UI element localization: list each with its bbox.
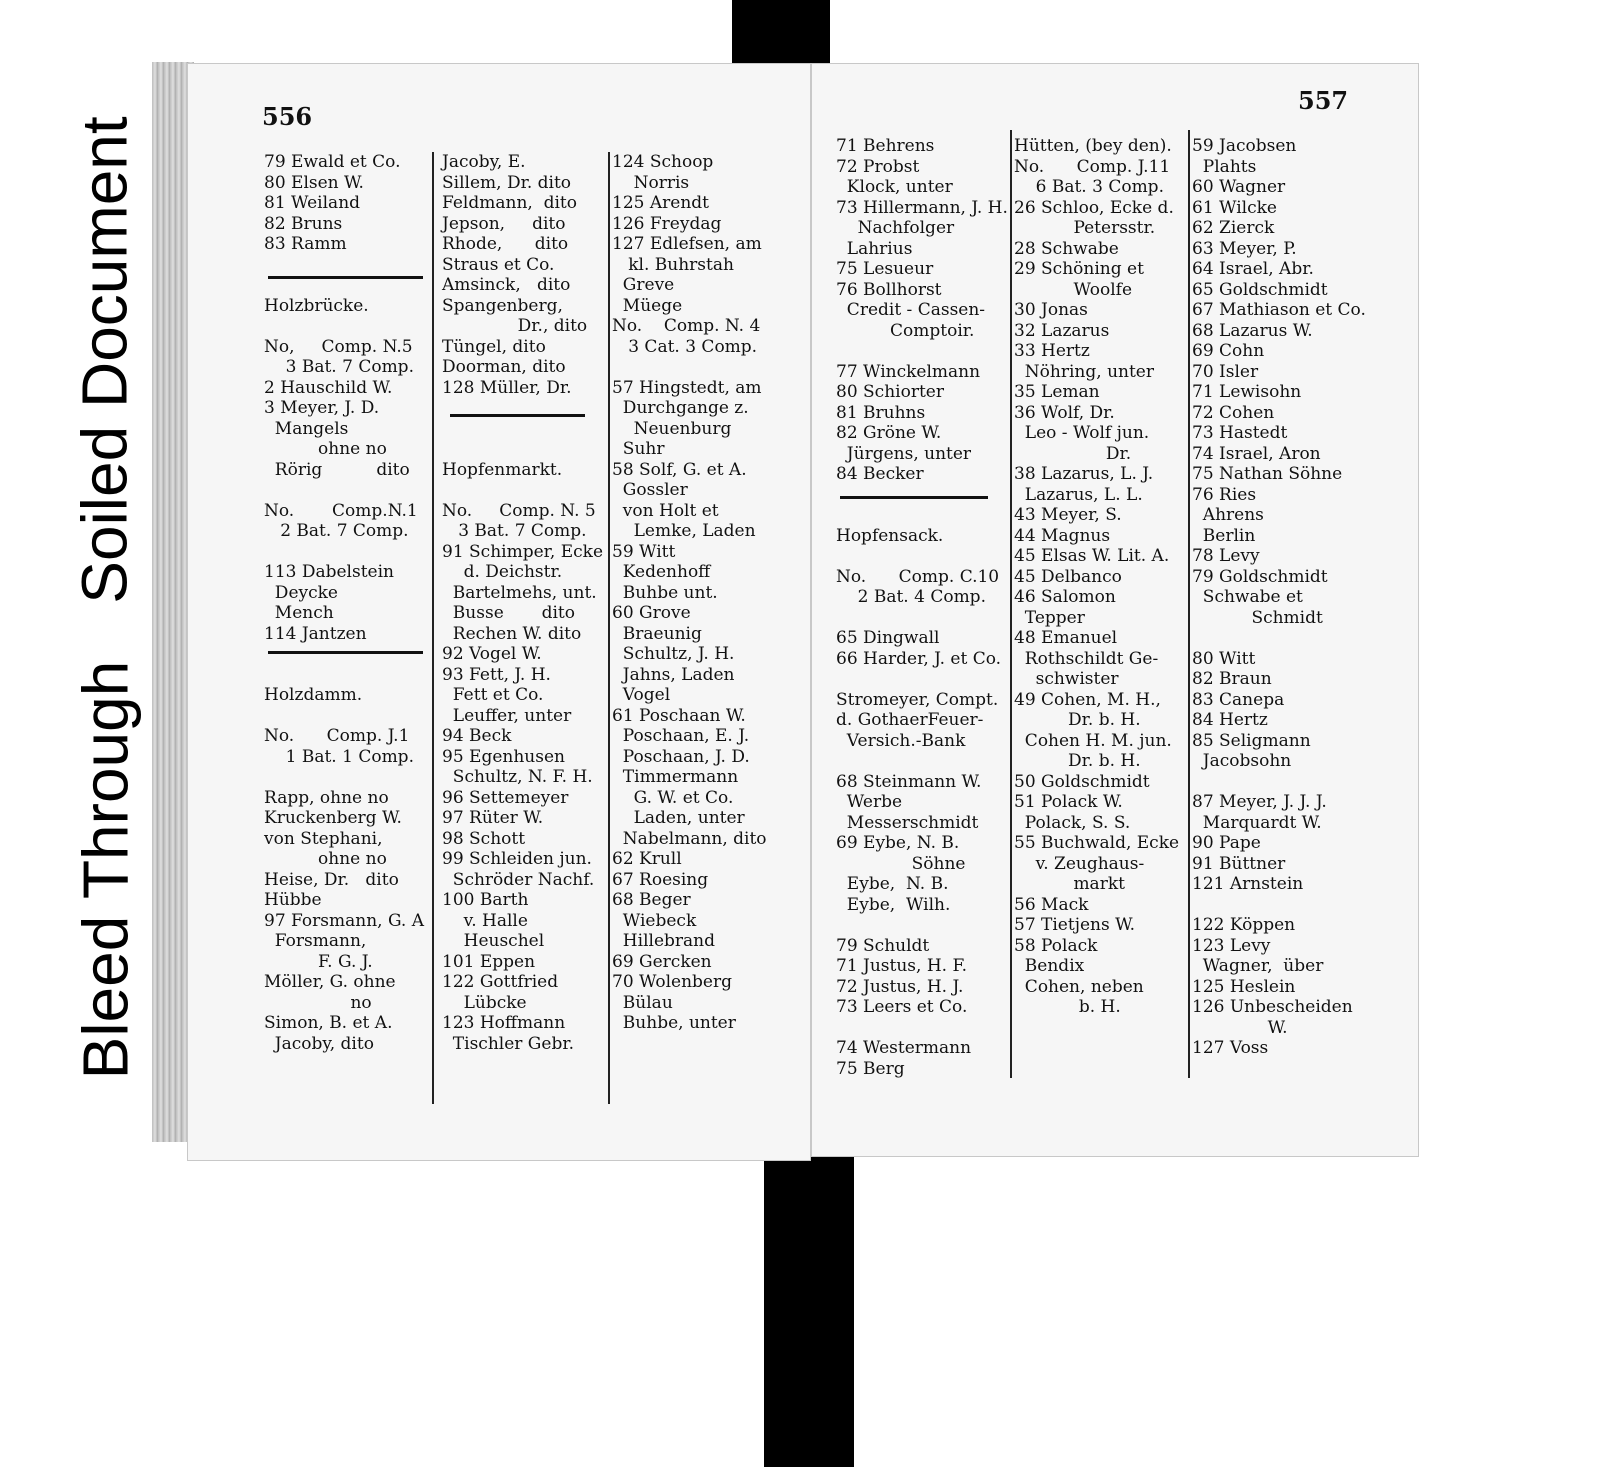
- right-column-2: [1014, 136, 1186, 1018]
- entry-line: 80 Witt: [1192, 648, 1256, 669]
- right-divider-2: [1188, 130, 1190, 1078]
- entry-line: Schwabe et: [1192, 587, 1303, 607]
- entry-line: 81 Bruhns: [836, 402, 926, 423]
- entry-line: Rechen W. dito: [442, 623, 582, 644]
- entry-line: [1192, 772, 1370, 793]
- entry-line: Hopfensack.: [836, 525, 944, 546]
- entry-line: schwister: [1014, 669, 1119, 689]
- entry-line: 128 Müller, Dr.: [442, 377, 572, 398]
- entry-line: 75 Lesueur: [836, 259, 934, 279]
- entry-line: [442, 480, 607, 501]
- entry-line: 123 Levy: [1192, 935, 1271, 956]
- entry-line: 76 Bollhorst: [836, 279, 942, 300]
- entry-line: Vogel: [612, 685, 671, 705]
- entry-line: 3 Cat. 3 Comp.: [612, 336, 758, 357]
- entry-line: 125 Arendt: [612, 193, 709, 213]
- entry-line: 83 Canepa: [1192, 689, 1285, 710]
- entry-line: [836, 915, 1008, 936]
- entry-line: Tüngel, dito: [442, 336, 546, 357]
- entry-line: 99 Schleiden jun.: [442, 849, 592, 869]
- section-rule: [840, 496, 988, 499]
- entry-line: Söhne: [836, 853, 966, 874]
- entry-line: Hütten, (bey den).: [1014, 136, 1172, 156]
- entry-line: ohne no: [264, 439, 387, 459]
- entry-line: [836, 751, 1008, 772]
- entry-line: Schmidt: [1192, 607, 1323, 628]
- entry-line: Hopfenmarkt.: [442, 459, 563, 480]
- entry-line: 63 Meyer, P.: [1192, 238, 1297, 259]
- entry-line: 57 Hingstedt, am: [612, 377, 762, 398]
- entry-line: 78 Levy: [1192, 546, 1260, 566]
- entry-line: Jahns, Laden: [612, 664, 735, 685]
- entry-line: 75 Berg: [836, 1058, 905, 1079]
- entry-line: 67 Mathiason et Co.: [1192, 300, 1366, 320]
- entry-line: 79 Goldschmidt: [1192, 566, 1328, 587]
- entry-line: 126 Unbescheiden: [1192, 997, 1353, 1017]
- entry-line: v. Halle: [442, 910, 528, 931]
- entry-line: 43 Meyer, S.: [1014, 505, 1122, 525]
- entry-line: [836, 608, 1008, 629]
- entry-line: Straus et Co.: [442, 254, 555, 275]
- entry-line: 87 Meyer, J. J. J.: [1192, 792, 1327, 812]
- right-page-number: 557: [1298, 86, 1349, 115]
- section-rule: [450, 414, 585, 417]
- entry-line: Mangels: [264, 418, 349, 439]
- entry-line: [836, 485, 1008, 506]
- entry-line: 69 Cohn: [1192, 341, 1265, 361]
- entry-line: Messerschmidt: [836, 812, 979, 833]
- spine-bar-top: [732, 0, 830, 72]
- entry-line: [264, 706, 429, 727]
- entry-line: [264, 767, 429, 788]
- entry-line: 44 Magnus: [1014, 525, 1111, 546]
- entry-line: 69 Gercken: [612, 951, 712, 972]
- entry-line: 26 Schloo, Ecke d.: [1014, 197, 1174, 218]
- left-column-3: [612, 152, 792, 1034]
- entry-line: Buhbe unt.: [612, 582, 718, 603]
- entry-line: [442, 439, 607, 460]
- entry-line: Nabelmann, dito: [612, 828, 767, 849]
- entry-line: no: [264, 992, 372, 1013]
- entry-line: Poschaan, E. J.: [612, 726, 750, 746]
- right-column-1: [836, 136, 1008, 1079]
- entry-line: 49 Cohen, M. H.,: [1014, 689, 1161, 710]
- entry-line: Bartelmehs, unt.: [442, 582, 597, 603]
- entry-line: Lahrius: [836, 238, 913, 259]
- entry-line: Comptoir.: [836, 320, 975, 341]
- entry-line: 2 Hauschild W.: [264, 377, 393, 398]
- entry-line: 68 Beger: [612, 890, 691, 910]
- entry-line: Rörig dito: [264, 459, 410, 480]
- entry-line: 1 Bat. 1 Comp.: [264, 746, 414, 767]
- entry-line: 71 Behrens: [836, 136, 935, 156]
- entry-line: Schultz, N. F. H.: [442, 767, 593, 787]
- entry-line: [1192, 895, 1370, 916]
- entry-line: Lübcke: [442, 992, 527, 1013]
- entry-line: Amsinck, dito: [442, 275, 571, 295]
- entry-line: Heuschel: [442, 931, 545, 951]
- entry-line: Holzbrücke.: [264, 295, 369, 316]
- entry-line: 64 Israel, Abr.: [1192, 259, 1314, 279]
- entry-line: d. Deichstr.: [442, 562, 563, 582]
- entry-line: Eybe, N. B.: [836, 874, 949, 894]
- section-rule: [268, 651, 423, 654]
- entry-line: 91 Schimper, Ecke: [442, 541, 604, 562]
- entry-line: 70 Wolenberg: [612, 972, 732, 992]
- entry-line: Marquardt W.: [1192, 812, 1322, 833]
- entry-line: 93 Fett, J. H.: [442, 664, 551, 685]
- entry-line: [836, 546, 1008, 567]
- entry-line: Holzdamm.: [264, 685, 363, 705]
- entry-line: 74 Israel, Aron: [1192, 443, 1321, 464]
- entry-line: Rothschildt Ge-: [1014, 648, 1159, 669]
- entry-line: v. Zeughaus-: [1014, 853, 1145, 874]
- entry-line: 75 Nathan Söhne: [1192, 464, 1343, 484]
- entry-line: Timmermann: [612, 767, 739, 787]
- entry-line: 3 Bat. 7 Comp.: [442, 521, 587, 541]
- entry-line: Wiebeck: [612, 910, 697, 931]
- entry-line: 3 Bat. 7 Comp.: [264, 357, 414, 377]
- entry-line: b. H.: [1014, 997, 1121, 1017]
- entry-line: 2 Bat. 4 Comp.: [836, 587, 986, 607]
- entry-line: [264, 644, 429, 665]
- entry-line: Dr., dito: [442, 316, 588, 336]
- entry-line: 36 Wolf, Dr.: [1014, 402, 1115, 423]
- entry-line: Möller, G. ohne: [264, 972, 396, 992]
- entry-line: Berlin: [1192, 525, 1256, 546]
- entry-line: Eybe, Wilh.: [836, 894, 951, 915]
- left-column-1: [264, 152, 429, 1054]
- entry-line: 91 Büttner: [1192, 853, 1286, 874]
- entry-line: Bülau: [612, 992, 673, 1013]
- entry-line: 56 Mack: [1014, 894, 1089, 915]
- entry-line: 76 Ries: [1192, 484, 1257, 505]
- entry-line: 97 Forsmann, G. A: [264, 910, 425, 931]
- entry-line: Petersstr.: [1014, 218, 1156, 238]
- entry-line: 97 Rüter W.: [442, 808, 544, 828]
- entry-line: No. Comp.N.1: [264, 500, 418, 521]
- entry-line: markt: [1014, 874, 1125, 894]
- entry-line: Hübbe: [264, 890, 322, 910]
- entry-line: 71 Lewisohn: [1192, 382, 1302, 402]
- entry-line: Jürgens, unter: [836, 443, 972, 464]
- entry-line: [836, 505, 1008, 526]
- entry-line: Dr. b. H.: [1014, 751, 1141, 771]
- entry-line: 33 Hertz: [1014, 341, 1090, 361]
- bleed-through-label: Bleed Through: [69, 660, 141, 1080]
- entry-line: Müege: [612, 295, 683, 316]
- entry-line: 82 Bruns: [264, 213, 343, 234]
- entry-line: Versich.-Bank: [836, 730, 966, 751]
- entry-line: 124 Schoop: [612, 152, 714, 172]
- entry-line: Bendix: [1014, 956, 1085, 976]
- entry-line: Jepson, dito: [442, 213, 566, 234]
- entry-line: 55 Buchwald, Ecke: [1014, 833, 1180, 853]
- entry-line: Cohen, neben: [1014, 976, 1144, 997]
- entry-line: 79 Schuldt: [836, 935, 930, 956]
- entry-line: Feldmann, dito: [442, 193, 577, 213]
- entry-line: Durchgange z.: [612, 398, 749, 418]
- left-divider-2: [608, 152, 610, 1104]
- entry-line: 96 Settemeyer: [442, 787, 569, 808]
- entry-line: Heise, Dr. dito: [264, 869, 399, 890]
- entry-line: Jacoby, E.: [442, 152, 526, 172]
- entry-line: Doorman, dito: [442, 357, 566, 377]
- entry-line: 121 Arnstein: [1192, 874, 1304, 894]
- entry-line: [612, 357, 792, 378]
- entry-line: 77 Winckelmann: [836, 361, 981, 382]
- entry-line: Simon, B. et A.: [264, 1013, 393, 1033]
- entry-line: 57 Tietjens W.: [1014, 915, 1136, 935]
- entry-line: kl. Buhrstah: [612, 254, 734, 275]
- entry-line: Wagner, über: [1192, 956, 1324, 976]
- entry-line: 82 Braun: [1192, 669, 1272, 689]
- entry-line: 60 Grove: [612, 603, 691, 623]
- entry-line: Laden, unter: [612, 808, 745, 828]
- right-page: [812, 64, 1418, 1156]
- entry-line: Nachfolger: [836, 218, 955, 238]
- entry-line: 45 Delbanco: [1014, 566, 1122, 587]
- entry-line: Kedenhoff: [612, 562, 711, 582]
- entry-line: 127 Edlefsen, am: [612, 234, 762, 254]
- entry-line: No, Comp. N.5: [264, 336, 413, 357]
- entry-line: 45 Elsas W. Lit. A.: [1014, 546, 1170, 566]
- entry-line: Norris: [612, 172, 690, 193]
- section-rule: [268, 276, 423, 279]
- entry-line: 48 Emanuel: [1014, 628, 1118, 648]
- entry-line: 66 Harder, J. et Co.: [836, 648, 1002, 669]
- entry-line: Poschaan, J. D.: [612, 746, 750, 767]
- entry-line: Rapp, ohne no: [264, 787, 389, 808]
- entry-line: Schröder Nachf.: [442, 869, 595, 890]
- entry-line: 73 Hillermann, J. H.: [836, 197, 1008, 218]
- entry-line: 113 Dabelstein: [264, 562, 394, 582]
- entry-line: No. Comp. C.10: [836, 566, 1000, 587]
- entry-line: Lazarus, L. L.: [1014, 484, 1143, 505]
- entry-line: No. Comp. N. 4: [612, 316, 761, 336]
- entry-line: 62 Krull: [612, 849, 682, 869]
- entry-line: 61 Poschaan W.: [612, 705, 746, 726]
- entry-line: 62 Zierck: [1192, 218, 1275, 238]
- entry-line: 80 Elsen W.: [264, 172, 364, 193]
- entry-line: 3 Meyer, J. D.: [264, 398, 380, 418]
- entry-line: 98 Schott: [442, 828, 526, 849]
- entry-line: 29 Schöning et: [1014, 259, 1144, 279]
- soiled-document-stamp: [50, 90, 160, 630]
- entry-line: Suhr: [612, 439, 665, 459]
- entry-line: 123 Hoffmann: [442, 1013, 566, 1033]
- entry-line: 58 Polack: [1014, 935, 1098, 956]
- entry-line: Credit - Cassen-: [836, 300, 986, 320]
- entry-line: von Holt et: [612, 500, 719, 521]
- entry-line: Braeunig: [612, 623, 702, 644]
- entry-line: 92 Vogel W.: [442, 644, 542, 664]
- entry-line: 90 Pape: [1192, 833, 1261, 853]
- entry-line: 35 Leman: [1014, 382, 1100, 402]
- entry-line: 122 Gottfried: [442, 972, 559, 992]
- entry-line: Plahts: [1192, 156, 1257, 177]
- spine-bar-bottom: [764, 1140, 854, 1467]
- bleed-through-stamp: [50, 640, 160, 1100]
- entry-line: 73 Hastedt: [1192, 423, 1288, 443]
- entry-line: [836, 1018, 1008, 1039]
- entry-line: Nöhring, unter: [1014, 361, 1154, 382]
- entry-line: G. W. et Co.: [612, 787, 734, 808]
- entry-line: Jacobsohn: [1192, 751, 1292, 771]
- entry-line: [836, 669, 1008, 690]
- entry-line: Forsmann,: [264, 931, 367, 951]
- left-page: [188, 64, 810, 1160]
- entry-line: 83 Ramm: [264, 234, 347, 254]
- entry-line: 58 Solf, G. et A.: [612, 459, 747, 480]
- entry-line: 46 Salomon: [1014, 587, 1116, 607]
- entry-line: 122 Köppen: [1192, 915, 1296, 935]
- entry-line: Dr. b. H.: [1014, 710, 1141, 730]
- entry-line: Leuffer, unter: [442, 705, 572, 726]
- entry-line: 100 Barth: [442, 890, 529, 910]
- entry-line: 65 Dingwall: [836, 628, 940, 648]
- entry-line: Tepper: [1014, 607, 1085, 628]
- entry-line: Woolfe: [1014, 279, 1133, 300]
- entry-line: 69 Eybe, N. B.: [836, 833, 960, 853]
- entry-line: [442, 419, 607, 440]
- entry-line: 79 Ewald et Co.: [264, 152, 401, 172]
- entry-line: 80 Schiorter: [836, 382, 944, 402]
- entry-line: 81 Weiland: [264, 193, 361, 213]
- entry-line: 95 Egenhusen: [442, 746, 565, 767]
- entry-line: Mench: [264, 603, 334, 623]
- entry-line: No. Comp. J.11: [1014, 156, 1171, 177]
- entry-line: 74 Westermann: [836, 1038, 972, 1058]
- entry-line: von Stephani,: [264, 828, 383, 849]
- entry-line: 65 Goldschmidt: [1192, 279, 1328, 300]
- entry-line: Kruckenberg W.: [264, 808, 402, 828]
- entry-line: 71 Justus, H. F.: [836, 956, 968, 976]
- entry-line: Werbe: [836, 792, 903, 812]
- entry-line: 72 Justus, H. J.: [836, 976, 964, 997]
- entry-line: 84 Becker: [836, 464, 924, 484]
- entry-line: 6 Bat. 3 Comp.: [1014, 177, 1164, 197]
- entry-line: [264, 255, 429, 276]
- left-column-2: [442, 152, 607, 1054]
- entry-line: Tischler Gebr.: [442, 1033, 574, 1054]
- entry-line: 127 Voss: [1192, 1038, 1269, 1058]
- entry-line: 38 Lazarus, L. J.: [1014, 464, 1154, 484]
- entry-line: Hillebrand: [612, 931, 715, 951]
- entry-line: W.: [1192, 1017, 1288, 1038]
- entry-line: [1192, 628, 1370, 649]
- entry-line: 82 Gröne W.: [836, 423, 942, 443]
- entry-line: 32 Lazarus: [1014, 320, 1110, 341]
- entry-line: Buhbe, unter: [612, 1013, 736, 1033]
- entry-line: d. GothaerFeuer-: [836, 710, 984, 730]
- entry-line: Lemke, Laden: [612, 521, 756, 541]
- entry-line: 68 Steinmann W.: [836, 771, 982, 792]
- entry-line: 84 Hertz: [1192, 710, 1268, 730]
- soiled-document-label: Soiled Document: [69, 116, 141, 604]
- entry-line: No. Comp. J.1: [264, 726, 410, 746]
- entry-line: ohne no: [264, 849, 387, 869]
- entry-line: [264, 665, 429, 686]
- entry-line: Schultz, J. H.: [612, 644, 735, 664]
- entry-line: Fett et Co.: [442, 685, 544, 705]
- entry-line: Rhode, dito: [442, 234, 569, 254]
- entry-line: Neuenburg: [612, 418, 732, 439]
- entry-line: 50 Goldschmidt: [1014, 771, 1150, 792]
- entry-line: 126 Freydag: [612, 213, 722, 234]
- entry-line: Cohen H. M. jun.: [1014, 730, 1172, 751]
- entry-line: Gossler: [612, 480, 688, 500]
- entry-line: Greve: [612, 275, 675, 295]
- entry-line: 70 Isler: [1192, 361, 1259, 382]
- entry-line: 125 Heslein: [1192, 976, 1296, 997]
- entry-line: Ahrens: [1192, 505, 1264, 525]
- entry-line: 59 Jacobsen: [1192, 136, 1297, 156]
- entry-line: 51 Polack W.: [1014, 792, 1123, 812]
- entry-line: [264, 480, 429, 501]
- entry-line: No. Comp. N. 5: [442, 500, 596, 521]
- entry-line: 94 Beck: [442, 726, 512, 746]
- entry-line: F. G. J.: [264, 951, 373, 972]
- entry-line: [264, 316, 429, 337]
- entry-line: [836, 341, 1008, 362]
- entry-line: 59 Witt: [612, 541, 676, 562]
- entry-line: 73 Leers et Co.: [836, 997, 968, 1017]
- entry-line: 61 Wilcke: [1192, 197, 1277, 218]
- entry-line: Polack, S. S.: [1014, 812, 1131, 833]
- entry-line: [264, 542, 429, 563]
- entry-line: 101 Eppen: [442, 951, 536, 972]
- entry-line: Busse dito: [442, 603, 575, 623]
- right-divider-1: [1010, 130, 1012, 1078]
- entry-line: 72 Probst: [836, 156, 920, 177]
- entry-line: 72 Cohen: [1192, 402, 1275, 423]
- entry-line: 30 Jonas: [1014, 300, 1088, 320]
- right-column-3: [1192, 136, 1370, 1059]
- entry-line: 2 Bat. 7 Comp.: [264, 521, 409, 541]
- entry-line: Klock, unter: [836, 177, 953, 197]
- entry-line: 60 Wagner: [1192, 177, 1286, 197]
- entry-line: Jacoby, dito: [264, 1033, 374, 1054]
- entry-line: Sillem, Dr. dito: [442, 172, 572, 193]
- entry-line: Leo - Wolf jun.: [1014, 423, 1150, 443]
- left-divider-1: [432, 152, 434, 1104]
- left-page-number: 556: [262, 102, 313, 131]
- entry-line: 28 Schwabe: [1014, 238, 1119, 259]
- entry-line: 67 Roesing: [612, 869, 709, 890]
- entry-line: 114 Jantzen: [264, 623, 367, 644]
- entry-line: Dr.: [1014, 443, 1132, 464]
- entry-line: 85 Seligmann: [1192, 730, 1311, 751]
- entry-line: Stromeyer, Compt.: [836, 689, 999, 710]
- entry-line: 68 Lazarus W.: [1192, 320, 1313, 341]
- entry-line: Spangenberg,: [442, 295, 563, 316]
- entry-line: Deycke: [264, 582, 338, 603]
